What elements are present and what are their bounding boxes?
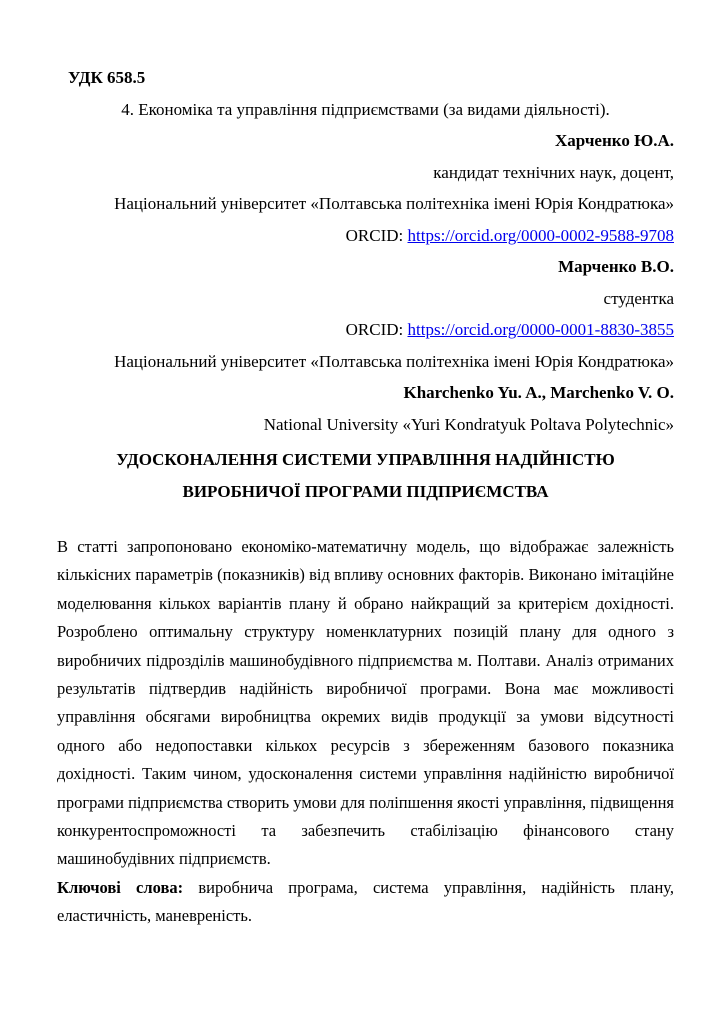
- author1-orcid-label: ORCID:: [345, 225, 408, 245]
- author2-affiliation: Національний університет «Полтавська політехніка імені Юрія Кондратюка»: [114, 351, 674, 371]
- author2-name: Марченко В.О.: [558, 257, 674, 276]
- abstract-paragraph: В статті запропоновано економіко-математичну модель, що відображає залежність кількісних параметрів (показників) від впливу основних факторів. Виконано імітаційне моделювання кількох варіантів плану й обрано найкращий за критерієм дохідності. Розроблено оптимальну структуру номенклатурних позицій плану для одного з виробничих підрозділів машинобудівного підприємства м. Полтави. Аналіз отриманих результатів підтвердив надійність виробничої програми. Вона має можливості управління обсягами виробництва окремих видів продукції за умови відсутності одного або недопоставки кількох ресурсів з збереженням базового показника дохідності. Таким чином, удосконалення системи управління надійністю виробничої програми підприємства створить умови для поліпшення якості управління, підвищення конкурентоспроможності та забезпечить стабілізацію фінансового стану машинобудівних підприємств.: [57, 537, 674, 869]
- article-title-line-2: ВИРОБНИЧОЇ ПРОГРАМИ ПІДПРИЄМСТВА: [182, 482, 549, 501]
- author1-orcid-line: [57, 220, 674, 252]
- author2-orcid-link[interactable]: https://orcid.org/0000-0001-8830-3855: [407, 320, 674, 339]
- author1-affiliation: Національний університет «Полтавська політехніка імені Юрія Кондратюка»: [114, 194, 674, 213]
- page-content: [57, 62, 674, 931]
- author2-orcid-label: ORCID:: [345, 320, 408, 339]
- section-line: 4. Економіка та управління підприємствами (за видами діяльності).: [121, 99, 610, 119]
- author2-degree: студентка: [603, 288, 674, 308]
- udc-line: УДК 658.5: [68, 68, 146, 87]
- authors-en-names: Kharchenko Yu. A., Marchenko V. O.: [403, 383, 674, 402]
- affiliation-en: National University «Yuri Kondratyuk Poltava Polytechnic»: [263, 414, 674, 434]
- author1-degree: кандидат технічних наук, доцент,: [433, 162, 674, 182]
- keywords-paragraph: [57, 874, 674, 931]
- article-title: [57, 444, 674, 508]
- author1-orcid-link[interactable]: https://orcid.org/0000-0002-9588-9708: [407, 225, 674, 245]
- keywords-label: Ключові слова:: [57, 877, 184, 897]
- author1-name: Харченко Ю.А.: [555, 131, 674, 150]
- keywords-text: виробнича програма, система управління, надійність плану, еластичність, маневреність.: [57, 877, 674, 926]
- article-title-line-1: УДОСКОНАЛЕННЯ СИСТЕМИ УПРАВЛІННЯ НАДІЙНІСТЮ: [116, 450, 615, 469]
- author2-orcid-line: [57, 314, 674, 346]
